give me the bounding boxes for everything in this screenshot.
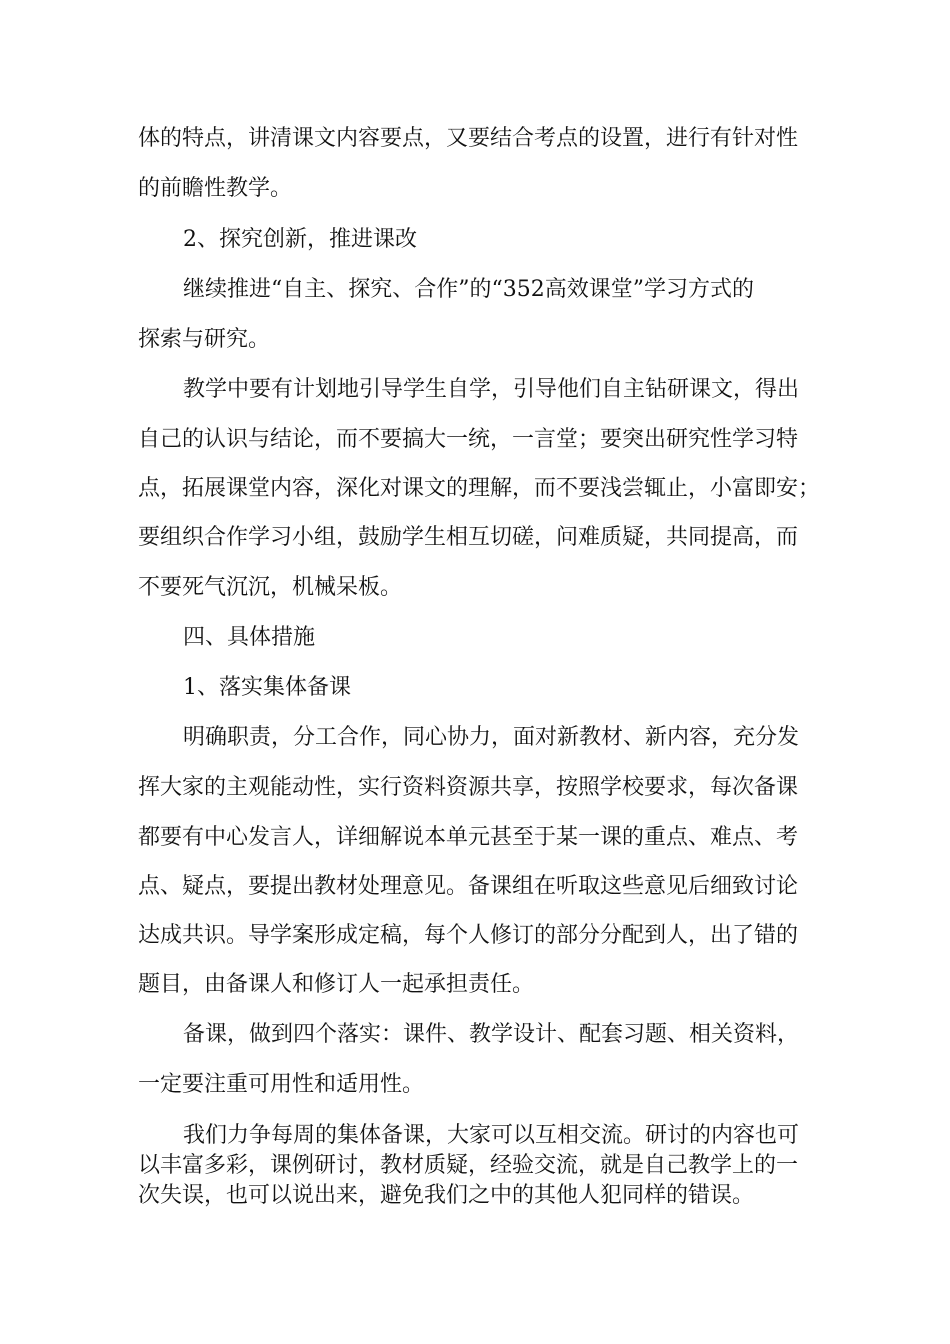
text-line: 一定要注重可用性和适用性。 bbox=[138, 1072, 425, 1097]
text-line: 继续推进“自主、探究、合作”的“352高效课堂”学习方式的 bbox=[183, 277, 754, 302]
text-line: 点，拓展课堂内容，深化对课文的理解，而不要浅尝辄止，小富即安； bbox=[138, 476, 821, 501]
text-line: 体的特点，讲清课文内容要点，又要结合考点的设置，进行有针对性 bbox=[138, 126, 799, 151]
text-line: 挥大家的主观能动性，实行资料资源共享，按照学校要求，每次备课 bbox=[138, 775, 799, 800]
text-line: 自己的认识与结论，而不要搞大一统，一言堂；要突出研究性学习特 bbox=[138, 427, 799, 452]
text-line: 以丰富多彩，课例研讨，教材质疑，经验交流，就是自己教学上的一 bbox=[138, 1153, 799, 1178]
text-line: 的前瞻性教学。 bbox=[138, 176, 293, 201]
text-line: 次失误，也可以说出来，避免我们之中的其他人犯同样的错误。 bbox=[138, 1183, 755, 1208]
text-line: 明确职责，分工合作，同心协力，面对新教材、新内容，充分发 bbox=[183, 725, 800, 750]
text-line: 备课，做到四个落实：课件、教学设计、配套习题、相关资料， bbox=[183, 1022, 800, 1047]
text-line: 题目，由备课人和修订人一起承担责任。 bbox=[138, 972, 535, 997]
section-heading: 1、落实集体备课 bbox=[183, 675, 351, 700]
text-line: 教学中要有计划地引导学生自学，引导他们自主钻研课文，得出 bbox=[183, 377, 800, 402]
text-line: 点、疑点，要提出教材处理意见。备课组在听取这些意见后细致讨论 bbox=[138, 874, 799, 899]
text-line: 要组织合作学习小组，鼓励学生相互切磋，问难质疑，共同提高，而 bbox=[138, 525, 799, 550]
section-heading: 四、具体措施 bbox=[183, 625, 316, 650]
text-line: 都要有中心发言人，详细解说本单元甚至于某一课的重点、难点、考 bbox=[138, 825, 799, 850]
text-line: 我们力争每周的集体备课，大家可以互相交流。研讨的内容也可 bbox=[183, 1123, 800, 1148]
text-line: 探索与研究。 bbox=[138, 327, 271, 352]
section-heading: 2、探究创新，推进课改 bbox=[183, 227, 417, 252]
text-line: 不要死气沉沉，机械呆板。 bbox=[138, 575, 403, 600]
text-line: 达成共识。导学案形成定稿，每个人修订的部分分配到人，出了错的 bbox=[138, 923, 799, 948]
